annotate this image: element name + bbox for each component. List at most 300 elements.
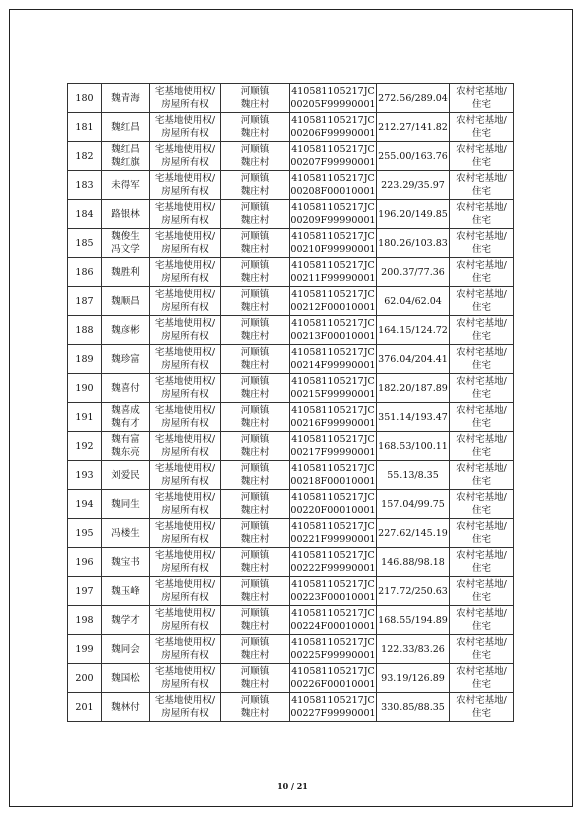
land-use-line: 住宅: [471, 708, 491, 719]
location-line: 魏庄村: [240, 360, 270, 371]
right-type-cell: [150, 432, 221, 461]
record-number-text: 185: [75, 237, 94, 249]
unit-code-line: 00215F99990001: [290, 389, 376, 400]
unit-code-line: 00226F00010001: [290, 679, 376, 690]
record-number-text: 200: [75, 672, 94, 684]
land-use-line: 住宅: [471, 360, 491, 371]
right-type-line: 房屋所有权: [161, 708, 209, 719]
land-use-line: 农村宅基地/: [456, 521, 507, 532]
unit-code-line: 410581105217JC: [291, 695, 375, 706]
land-use-line: 住宅: [471, 215, 491, 226]
location-cell: [221, 403, 290, 432]
owner-name-cell: [102, 490, 150, 519]
location-line: 河顺镇: [240, 347, 270, 358]
unit-code-cell: [290, 577, 377, 606]
owner-name-line: 魏同生: [111, 498, 140, 510]
land-use-line: 住宅: [471, 505, 491, 516]
location-cell: [221, 316, 290, 345]
owner-name-line: 路银林: [111, 208, 140, 220]
area-text: 146.88/98.18: [381, 556, 445, 568]
owner-name-line: 魏红昌: [111, 144, 140, 155]
unit-code-line: 410581105217JC: [291, 608, 375, 619]
right-type-line: 宅基地使用权/: [154, 318, 216, 329]
location-line: 河顺镇: [240, 405, 270, 416]
unit-code-cell: [290, 693, 377, 722]
right-type-line: 房屋所有权: [161, 650, 209, 661]
owner-name-cell: [102, 229, 150, 258]
unit-code-line: 410581105217JC: [291, 202, 375, 213]
land-use-line: 农村宅基地/: [456, 405, 507, 416]
land-use-line: 住宅: [471, 650, 491, 661]
land-use-line: 住宅: [471, 302, 491, 313]
unit-code-line: 410581105217JC: [291, 260, 375, 271]
right-type-cell: [150, 316, 221, 345]
location-line: 魏庄村: [240, 418, 270, 429]
location-line: 魏庄村: [240, 128, 270, 139]
right-type-line: 宅基地使用权/: [154, 492, 216, 503]
table-row: [68, 635, 514, 664]
unit-code-cell: [290, 432, 377, 461]
record-number-cell: [68, 258, 102, 287]
table-row: [68, 171, 514, 200]
unit-code-line: 410581105217JC: [291, 550, 375, 561]
unit-code-cell: [290, 664, 377, 693]
land-use-line: 住宅: [471, 389, 491, 400]
unit-code-cell: [290, 548, 377, 577]
area-text: 217.72/250.63: [378, 585, 448, 597]
record-number-cell: [68, 345, 102, 374]
right-type-cell: [150, 693, 221, 722]
location-line: 魏庄村: [240, 447, 270, 458]
right-type-line: 宅基地使用权/: [154, 115, 216, 126]
land-use-line: 农村宅基地/: [456, 318, 507, 329]
record-number-text: 201: [75, 701, 94, 713]
area-cell: [377, 432, 450, 461]
unit-code-line: 00207F99990001: [290, 157, 376, 168]
location-cell: [221, 345, 290, 374]
land-use-cell: [450, 403, 514, 432]
record-number-cell: [68, 432, 102, 461]
table-row: [68, 606, 514, 635]
area-cell: [377, 635, 450, 664]
location-cell: [221, 113, 290, 142]
area-text: 351.14/193.47: [378, 411, 448, 423]
area-cell: [377, 258, 450, 287]
land-use-line: 住宅: [471, 447, 491, 458]
record-number-text: 194: [75, 498, 94, 510]
owner-name-line: 魏喜付: [111, 382, 140, 394]
unit-code-cell: [290, 461, 377, 490]
land-use-line: 农村宅基地/: [456, 260, 507, 271]
land-use-cell: [450, 374, 514, 403]
land-use-line: 农村宅基地/: [456, 347, 507, 358]
record-number-cell: [68, 403, 102, 432]
owner-name-line: 魏国松: [111, 672, 140, 684]
location-cell: [221, 374, 290, 403]
area-text: 164.15/124.72: [378, 324, 448, 336]
unit-code-line: 410581105217JC: [291, 173, 375, 184]
land-use-cell: [450, 664, 514, 693]
land-use-cell: [450, 171, 514, 200]
owner-name-line: 魏东亮: [111, 447, 140, 458]
land-use-cell: [450, 229, 514, 258]
right-type-line: 宅基地使用权/: [154, 173, 216, 184]
table-row: [68, 142, 514, 171]
right-type-line: 房屋所有权: [161, 563, 209, 574]
right-type-line: 宅基地使用权/: [154, 86, 216, 97]
location-line: 河顺镇: [240, 173, 270, 184]
unit-code-line: 410581105217JC: [291, 231, 375, 242]
table-row: [68, 461, 514, 490]
right-type-line: 房屋所有权: [161, 215, 209, 226]
area-cell: [377, 664, 450, 693]
owner-name-cell: [102, 345, 150, 374]
owner-name-line: 魏有才: [111, 418, 140, 429]
area-cell: [377, 345, 450, 374]
location-line: 河顺镇: [240, 608, 270, 619]
owner-name-line: 魏青海: [111, 92, 140, 104]
location-line: 魏庄村: [240, 592, 270, 603]
land-use-line: 住宅: [471, 418, 491, 429]
record-number-cell: [68, 113, 102, 142]
right-type-line: 房屋所有权: [161, 302, 209, 313]
right-type-cell: [150, 229, 221, 258]
record-number-cell: [68, 635, 102, 664]
unit-code-cell: [290, 374, 377, 403]
owner-name-cell: [102, 403, 150, 432]
land-use-line: 住宅: [471, 679, 491, 690]
land-use-line: 农村宅基地/: [456, 637, 507, 648]
land-use-cell: [450, 113, 514, 142]
area-text: 122.33/83.26: [381, 643, 445, 655]
right-type-line: 房屋所有权: [161, 273, 209, 284]
right-type-cell: [150, 490, 221, 519]
right-type-line: 房屋所有权: [161, 99, 209, 110]
area-cell: [377, 287, 450, 316]
location-cell: [221, 664, 290, 693]
location-line: 河顺镇: [240, 115, 270, 126]
table-row: [68, 490, 514, 519]
area-text: 227.62/145.19: [378, 527, 448, 539]
right-type-line: 房屋所有权: [161, 186, 209, 197]
unit-code-line: 00206F99990001: [290, 128, 376, 139]
page-number: 10 / 21: [277, 781, 308, 791]
right-type-line: 宅基地使用权/: [154, 144, 216, 155]
location-cell: [221, 519, 290, 548]
area-cell: [377, 548, 450, 577]
unit-code-line: 410581105217JC: [291, 144, 375, 155]
unit-code-line: 00223F00010001: [290, 592, 376, 603]
record-number-cell: [68, 229, 102, 258]
area-cell: [377, 200, 450, 229]
right-type-cell: [150, 200, 221, 229]
area-text: 200.37/77.36: [381, 266, 445, 278]
area-text: 212.27/141.82: [378, 121, 448, 133]
owner-name-cell: [102, 461, 150, 490]
land-use-cell: [450, 432, 514, 461]
land-use-cell: [450, 142, 514, 171]
right-type-line: 宅基地使用权/: [154, 579, 216, 590]
land-use-cell: [450, 548, 514, 577]
land-use-line: 农村宅基地/: [456, 289, 507, 300]
location-line: 魏庄村: [240, 563, 270, 574]
location-cell: [221, 171, 290, 200]
area-cell: [377, 606, 450, 635]
unit-code-line: 410581105217JC: [291, 376, 375, 387]
location-line: 魏庄村: [240, 505, 270, 516]
location-line: 魏庄村: [240, 650, 270, 661]
unit-code-line: 00217F99990001: [290, 447, 376, 458]
area-cell: [377, 577, 450, 606]
record-number-cell: [68, 374, 102, 403]
unit-code-line: 410581105217JC: [291, 434, 375, 445]
land-use-line: 农村宅基地/: [456, 173, 507, 184]
unit-code-cell: [290, 606, 377, 635]
land-use-cell: [450, 200, 514, 229]
land-use-cell: [450, 490, 514, 519]
area-text: 272.56/289.04: [378, 92, 448, 104]
record-number-cell: [68, 171, 102, 200]
area-cell: [377, 171, 450, 200]
right-type-cell: [150, 519, 221, 548]
owner-name-cell: [102, 287, 150, 316]
area-text: 168.53/100.11: [378, 440, 448, 452]
location-cell: [221, 635, 290, 664]
unit-code-cell: [290, 113, 377, 142]
right-type-line: 宅基地使用权/: [154, 434, 216, 445]
unit-code-line: 00220F00010001: [290, 505, 376, 516]
location-line: 魏庄村: [240, 302, 270, 313]
record-number-text: 184: [75, 208, 94, 220]
right-type-cell: [150, 171, 221, 200]
location-cell: [221, 432, 290, 461]
owner-name-cell: [102, 316, 150, 345]
unit-code-line: 00209F99990001: [290, 215, 376, 226]
land-use-line: 住宅: [471, 563, 491, 574]
owner-name-line: 魏同会: [111, 643, 140, 655]
right-type-cell: [150, 606, 221, 635]
area-text: 223.29/35.97: [381, 179, 445, 191]
owner-name-cell: [102, 171, 150, 200]
location-cell: [221, 490, 290, 519]
land-use-cell: [450, 461, 514, 490]
area-text: 182.20/187.89: [378, 382, 448, 394]
record-number-cell: [68, 693, 102, 722]
unit-code-line: 00213F00010001: [290, 331, 376, 342]
location-line: 河顺镇: [240, 318, 270, 329]
record-number-text: 193: [75, 469, 94, 481]
location-line: 魏庄村: [240, 244, 270, 255]
right-type-cell: [150, 142, 221, 171]
record-number-text: 192: [75, 440, 94, 452]
land-use-line: 住宅: [471, 621, 491, 632]
unit-code-cell: [290, 258, 377, 287]
location-cell: [221, 258, 290, 287]
location-cell: [221, 461, 290, 490]
location-cell: [221, 548, 290, 577]
land-use-cell: [450, 606, 514, 635]
area-cell: [377, 519, 450, 548]
unit-code-line: 00214F99990001: [290, 360, 376, 371]
location-line: 魏庄村: [240, 679, 270, 690]
right-type-line: 房屋所有权: [161, 592, 209, 603]
unit-code-cell: [290, 316, 377, 345]
location-line: 河顺镇: [240, 376, 270, 387]
owner-name-cell: [102, 519, 150, 548]
unit-code-line: 00210F99990001: [290, 244, 376, 255]
unit-code-line: 00205F99990001: [290, 99, 376, 110]
area-cell: [377, 84, 450, 113]
unit-code-line: 00216F99990001: [290, 418, 376, 429]
right-type-line: 房屋所有权: [161, 244, 209, 255]
table-row: [68, 374, 514, 403]
owner-name-line: 未得军: [111, 179, 140, 191]
owner-name-cell: [102, 606, 150, 635]
right-type-cell: [150, 113, 221, 142]
record-number-cell: [68, 490, 102, 519]
record-number-cell: [68, 606, 102, 635]
owner-name-cell: [102, 432, 150, 461]
table-row: [68, 113, 514, 142]
location-line: 魏庄村: [240, 331, 270, 342]
right-type-line: 房屋所有权: [161, 157, 209, 168]
unit-code-line: 00225F99990001: [290, 650, 376, 661]
right-type-cell: [150, 635, 221, 664]
land-use-line: 住宅: [471, 157, 491, 168]
area-cell: [377, 113, 450, 142]
right-type-line: 宅基地使用权/: [154, 376, 216, 387]
right-type-line: 房屋所有权: [161, 447, 209, 458]
land-use-cell: [450, 519, 514, 548]
unit-code-cell: [290, 403, 377, 432]
right-type-cell: [150, 577, 221, 606]
land-use-line: 农村宅基地/: [456, 608, 507, 619]
record-number-cell: [68, 200, 102, 229]
record-number-text: 182: [75, 150, 94, 162]
location-line: 河顺镇: [240, 86, 270, 97]
area-cell: [377, 374, 450, 403]
table-row: [68, 519, 514, 548]
right-type-line: 房屋所有权: [161, 476, 209, 487]
land-use-cell: [450, 316, 514, 345]
unit-code-line: 00218F00010001: [290, 476, 376, 487]
right-type-line: 宅基地使用权/: [154, 608, 216, 619]
right-type-cell: [150, 664, 221, 693]
unit-code-line: 00227F99990001: [290, 708, 376, 719]
location-cell: [221, 606, 290, 635]
unit-code-line: 410581105217JC: [291, 579, 375, 590]
area-text: 376.04/204.41: [378, 353, 448, 365]
owner-name-cell: [102, 200, 150, 229]
land-use-line: 住宅: [471, 273, 491, 284]
unit-code-cell: [290, 84, 377, 113]
land-use-line: 农村宅基地/: [456, 115, 507, 126]
owner-name-cell: [102, 577, 150, 606]
land-use-cell: [450, 635, 514, 664]
right-type-cell: [150, 345, 221, 374]
area-text: 168.55/194.89: [378, 614, 448, 626]
owner-name-cell: [102, 693, 150, 722]
land-use-line: 农村宅基地/: [456, 695, 507, 706]
unit-code-cell: [290, 200, 377, 229]
owner-name-line: 魏有富: [111, 434, 140, 445]
right-type-line: 宅基地使用权/: [154, 231, 216, 242]
right-type-line: 房屋所有权: [161, 360, 209, 371]
right-type-line: 宅基地使用权/: [154, 666, 216, 677]
record-number-text: 195: [75, 527, 94, 539]
record-number-cell: [68, 316, 102, 345]
land-use-line: 农村宅基地/: [456, 463, 507, 474]
unit-code-cell: [290, 171, 377, 200]
unit-code-line: 00212F00010001: [290, 302, 376, 313]
location-line: 魏庄村: [240, 186, 270, 197]
land-use-line: 农村宅基地/: [456, 376, 507, 387]
record-number-text: 181: [75, 121, 94, 133]
right-type-cell: [150, 548, 221, 577]
location-cell: [221, 142, 290, 171]
right-type-line: 宅基地使用权/: [154, 202, 216, 213]
unit-code-cell: [290, 490, 377, 519]
right-type-line: 宅基地使用权/: [154, 260, 216, 271]
owner-name-cell: [102, 84, 150, 113]
location-line: 河顺镇: [240, 637, 270, 648]
unit-code-line: 00211F99990001: [290, 273, 376, 284]
right-type-line: 房屋所有权: [161, 331, 209, 342]
record-number-text: 190: [75, 382, 94, 394]
location-cell: [221, 229, 290, 258]
owner-name-line: 刘爱民: [111, 469, 140, 481]
right-type-line: 房屋所有权: [161, 621, 209, 632]
unit-code-line: 410581105217JC: [291, 405, 375, 416]
land-use-line: 住宅: [471, 534, 491, 545]
record-number-cell: [68, 142, 102, 171]
land-use-line: 住宅: [471, 99, 491, 110]
location-line: 河顺镇: [240, 666, 270, 677]
right-type-line: 房屋所有权: [161, 389, 209, 400]
record-number-text: 180: [75, 92, 94, 104]
area-text: 93.19/126.89: [381, 672, 445, 684]
location-line: 河顺镇: [240, 202, 270, 213]
owner-name-line: 冯楼生: [111, 527, 140, 539]
land-use-line: 农村宅基地/: [456, 144, 507, 155]
right-type-line: 宅基地使用权/: [154, 521, 216, 532]
land-use-line: 农村宅基地/: [456, 492, 507, 503]
right-type-line: 宅基地使用权/: [154, 405, 216, 416]
records-table: [67, 83, 514, 722]
record-number-text: 186: [75, 266, 94, 278]
owner-name-line: 魏红昌: [111, 121, 140, 133]
right-type-line: 房屋所有权: [161, 128, 209, 139]
right-type-line: 宅基地使用权/: [154, 695, 216, 706]
owner-name-cell: [102, 664, 150, 693]
location-line: 河顺镇: [240, 434, 270, 445]
unit-code-line: 410581105217JC: [291, 463, 375, 474]
owner-name-line: 魏顺昌: [111, 295, 140, 307]
area-cell: [377, 490, 450, 519]
land-use-line: 住宅: [471, 476, 491, 487]
owner-name-cell: [102, 548, 150, 577]
record-number-cell: [68, 461, 102, 490]
record-number-text: 196: [75, 556, 94, 568]
right-type-cell: [150, 84, 221, 113]
table-row: [68, 345, 514, 374]
right-type-line: 宅基地使用权/: [154, 550, 216, 561]
location-cell: [221, 577, 290, 606]
land-use-cell: [450, 258, 514, 287]
location-line: 魏庄村: [240, 389, 270, 400]
owner-name-line: 魏胜利: [111, 266, 140, 278]
right-type-line: 房屋所有权: [161, 534, 209, 545]
